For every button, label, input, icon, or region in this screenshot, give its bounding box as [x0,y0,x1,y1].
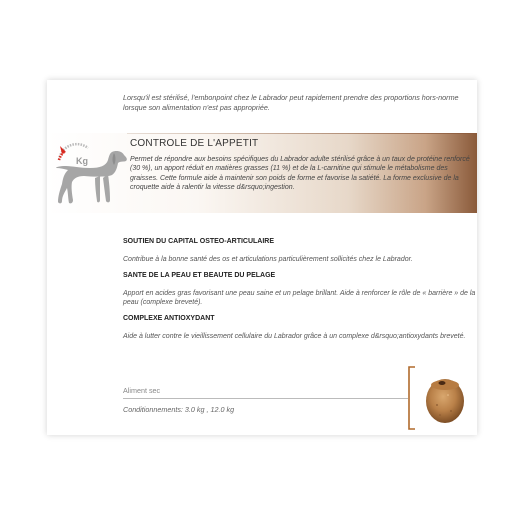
dog-weight-icon [50,138,130,212]
weight-badge: Kg [76,156,88,166]
section-heading: SANTE DE LA PEAU ET BEAUTE DU PELAGE [123,272,276,279]
appetite-text: Permet de répondre aux besoins spécifiques du Labrador adulte stérilisé grâce à un taux de protéine renforcé (30 %), un apport réduit en matières grasses (11 %) et de la L-carnitine qui stimule le métabolisme des graisses. Cette formule aide à maintenir son poids de forme et favorise la satiété. La forme exclusive de la croquette aide à ralentir la vitesse d&rsquo;ingestion. [130,156,470,191]
section-antioxydant [123,314,478,341]
intro-text: Lorsqu'il est stérilisé, l'embonpoint chez le Labrador peut rapidement prendre des proportions hors-norme lorsque son alimentation n'est pas appropriée. [123,93,459,112]
section-text: Apport en acides gras favorisant une peau saine et un pelage brillant. Aide à renforcer le rôle de « barrière » de la peau (complexe breveté). [123,290,476,307]
aliment-label: Aliment sec [123,386,161,395]
section-text: Contribue à la bonne santé des os et articulations particulièrement sollicités chez le Labrador. [123,256,413,263]
appetite-title: CONTROLE DE L'APPETIT [130,138,259,149]
section-osteo [123,237,478,264]
section-text: Aide à lutter contre le vieillissement cellulaire du Labrador grâce à un complexe d&rsquo;antioxydants breveté. [123,333,466,340]
section-heading: COMPLEXE ANTIOXYDANT [123,315,215,322]
aliment-divider [123,398,408,399]
section-peau [123,271,478,308]
banner-divider [127,133,477,134]
section-heading: SOUTIEN DU CAPITAL OSTEO-ARTICULAIRE [123,238,275,245]
packaging-sizes: Conditionnements: 3.0 kg , 12.0 kg [123,405,235,414]
kibble-image [405,365,470,431]
